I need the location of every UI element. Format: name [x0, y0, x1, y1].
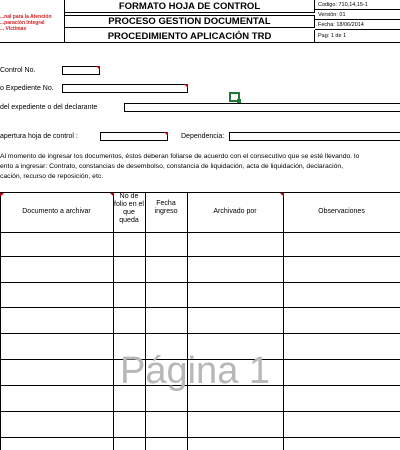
col-header-archivado: Archivado por — [213, 208, 257, 215]
control-label: Control No. — [0, 67, 36, 74]
apertura-field[interactable] — [100, 132, 168, 141]
note-line-1: Al momento de ingresar los documentos, éstos deberan foliarse de acuerdo con el consecutivo que se esté llevando. lo — [0, 153, 360, 160]
declarante-label: del expediente o del declarante — [0, 104, 98, 111]
note-line-3: cación, recurso de reposición, etc. — [0, 173, 104, 180]
logo-text: ...nal para la Atención ...paración Integral ... Víctimas — [0, 14, 52, 32]
declarante-field[interactable] — [124, 103, 400, 112]
process-title: PROCESO GESTION DOCUMENTAL — [65, 15, 315, 28]
doc-page: Pag: 1 de 1 — [318, 33, 347, 39]
dependencia-label: Dependencia: — [181, 133, 225, 140]
expediente-label: o Expediente No. — [0, 85, 54, 92]
page-watermark: Página 1 — [120, 350, 271, 392]
doc-code: Codigo: 710,14,15-1 — [315, 0, 400, 10]
col-header-folio: No de folio en el que queda — [114, 193, 144, 224]
doc-date: Fecha: 18/06/2014 — [315, 20, 400, 30]
logo-block — [0, 0, 65, 43]
apertura-label: apertura hoja de control : — [0, 133, 78, 140]
col-header-observaciones: Observaciones — [318, 208, 365, 215]
procedure-title: PROCEDIMIENTO APLICACIÓN TRD — [65, 30, 315, 43]
doc-version: Versión: 01 — [315, 10, 400, 20]
expediente-field[interactable] — [62, 84, 188, 93]
note-line-2: ento a ingresar: Contrato, constancias de desembolso, constancia de liquidación, acta de liquidación, declaración, — [0, 163, 344, 170]
cell-selection — [229, 92, 240, 102]
dependencia-field[interactable] — [229, 132, 400, 141]
col-header-fecha: Fecha ingreso — [154, 200, 178, 215]
control-field[interactable] — [62, 66, 100, 75]
col-header-documento: Documento a archivar — [22, 208, 91, 215]
form-title: FORMATO HOJA DE CONTROL — [65, 0, 315, 13]
